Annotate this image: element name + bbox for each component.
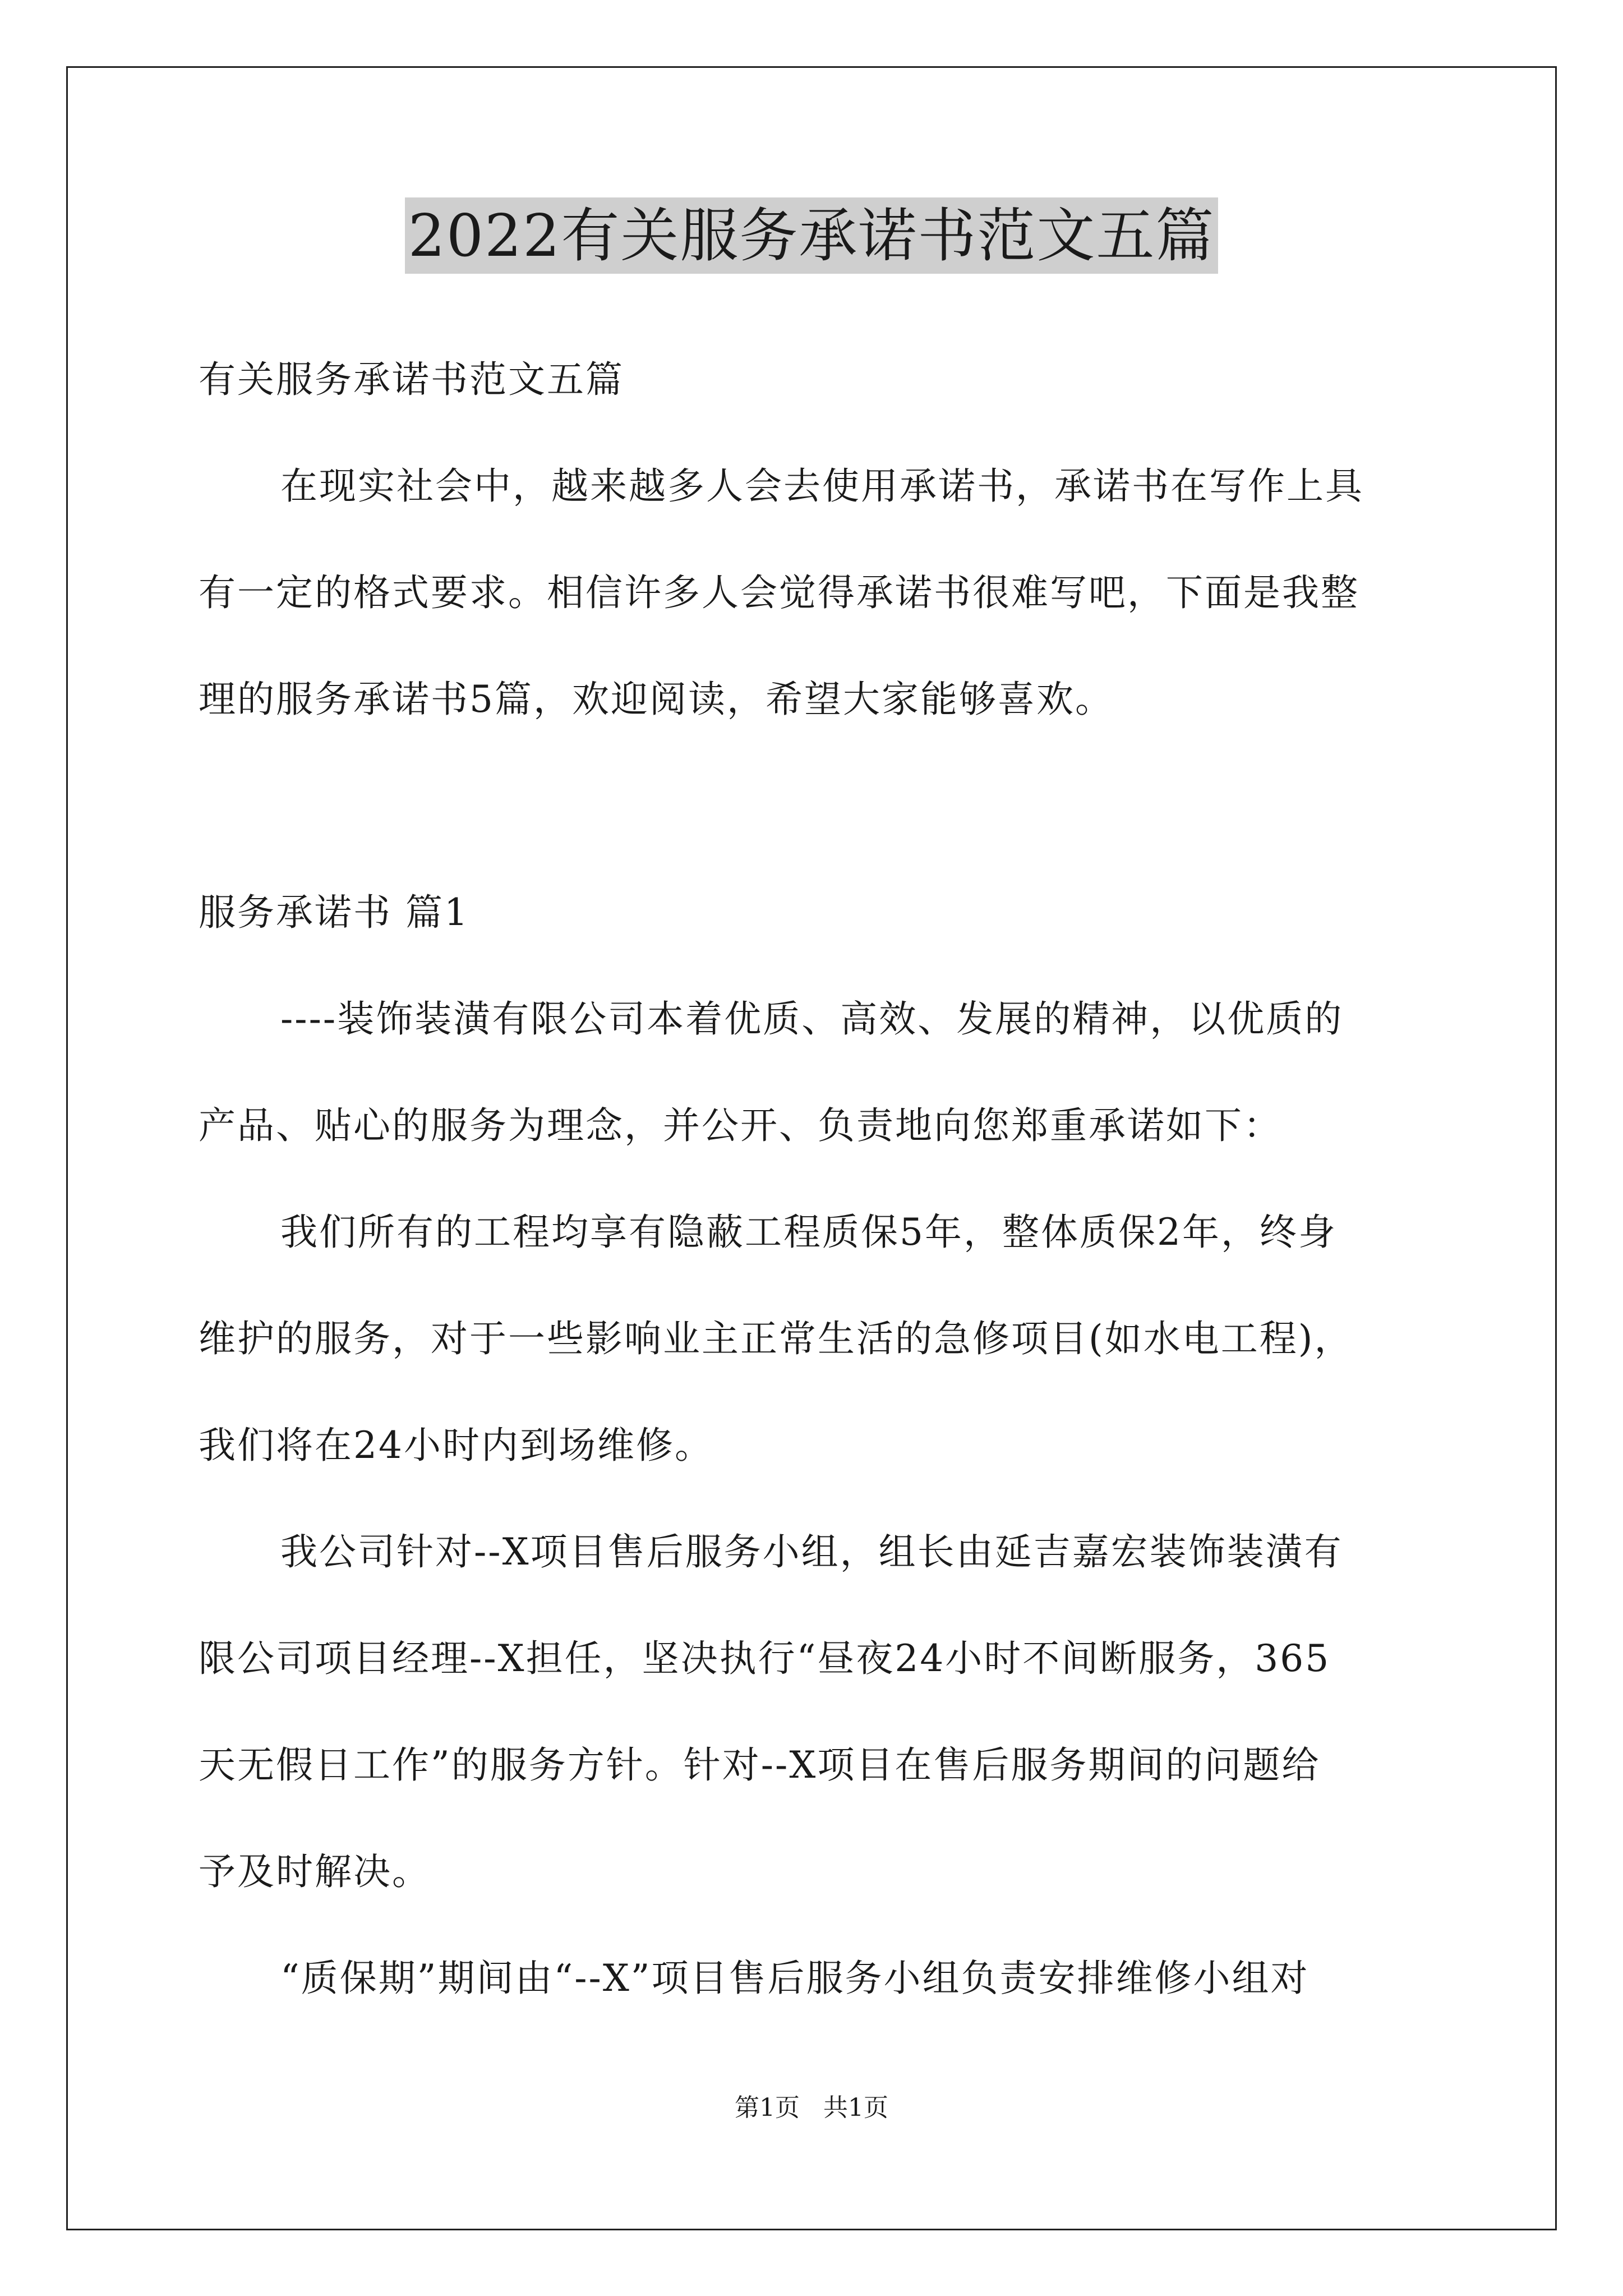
paragraph-line: 天无假日工作”的服务方针。针对--X项目在售后服务期间的问题给: [199, 1743, 1321, 1787]
paragraph-line: 维护的服务，对于一些影响业主正常生活的急修项目(如水电工程)，: [199, 1317, 1353, 1360]
title-container: [0, 197, 1623, 274]
paragraph-line: 我们所有的工程均享有隐蔽工程质保5年，整体质保2年，终身: [280, 1211, 1337, 1254]
paragraph-line: 予及时解决。: [199, 1850, 431, 1893]
paragraph-line: 我们将在24小时内到场维修。: [199, 1424, 713, 1467]
paragraph-line: ----装饰装潢有限公司本着优质、高效、发展的精神，以优质的: [280, 997, 1344, 1041]
paragraph-line: “质保期”期间由“--X”项目售后服务小组负责安排维修小组对: [280, 1957, 1310, 2000]
subtitle: 有关服务承诺书范文五篇: [199, 358, 624, 401]
paragraph-line: 我公司针对--X项目售后服务小组，组长由延吉嘉宏装饰装潢有: [280, 1530, 1343, 1573]
section-heading: 服务承诺书 篇1: [199, 891, 469, 934]
page-total: 共1页: [823, 2093, 888, 2122]
page-footer: [0, 2091, 1623, 2125]
document-title: 2022有关服务承诺书范文五篇: [405, 197, 1219, 274]
paragraph-line: 在现实社会中，越来越多人会去使用承诺书，承诺书在写作上具: [280, 464, 1364, 508]
paragraph-line: 理的服务承诺书5篇，欢迎阅读，希望大家能够喜欢。: [199, 678, 1114, 721]
paragraph-line: 有一定的格式要求。相信许多人会觉得承诺书很难写吧，下面是我整: [199, 571, 1359, 614]
paragraph-line: 产品、贴心的服务为理念，并公开、负责地向您郑重承诺如下：: [199, 1104, 1282, 1147]
paragraph-line: 限公司项目经理--X担任，坚决执行“昼夜24小时不间断服务，365: [199, 1637, 1331, 1680]
page-number: 第1页: [735, 2093, 800, 2122]
